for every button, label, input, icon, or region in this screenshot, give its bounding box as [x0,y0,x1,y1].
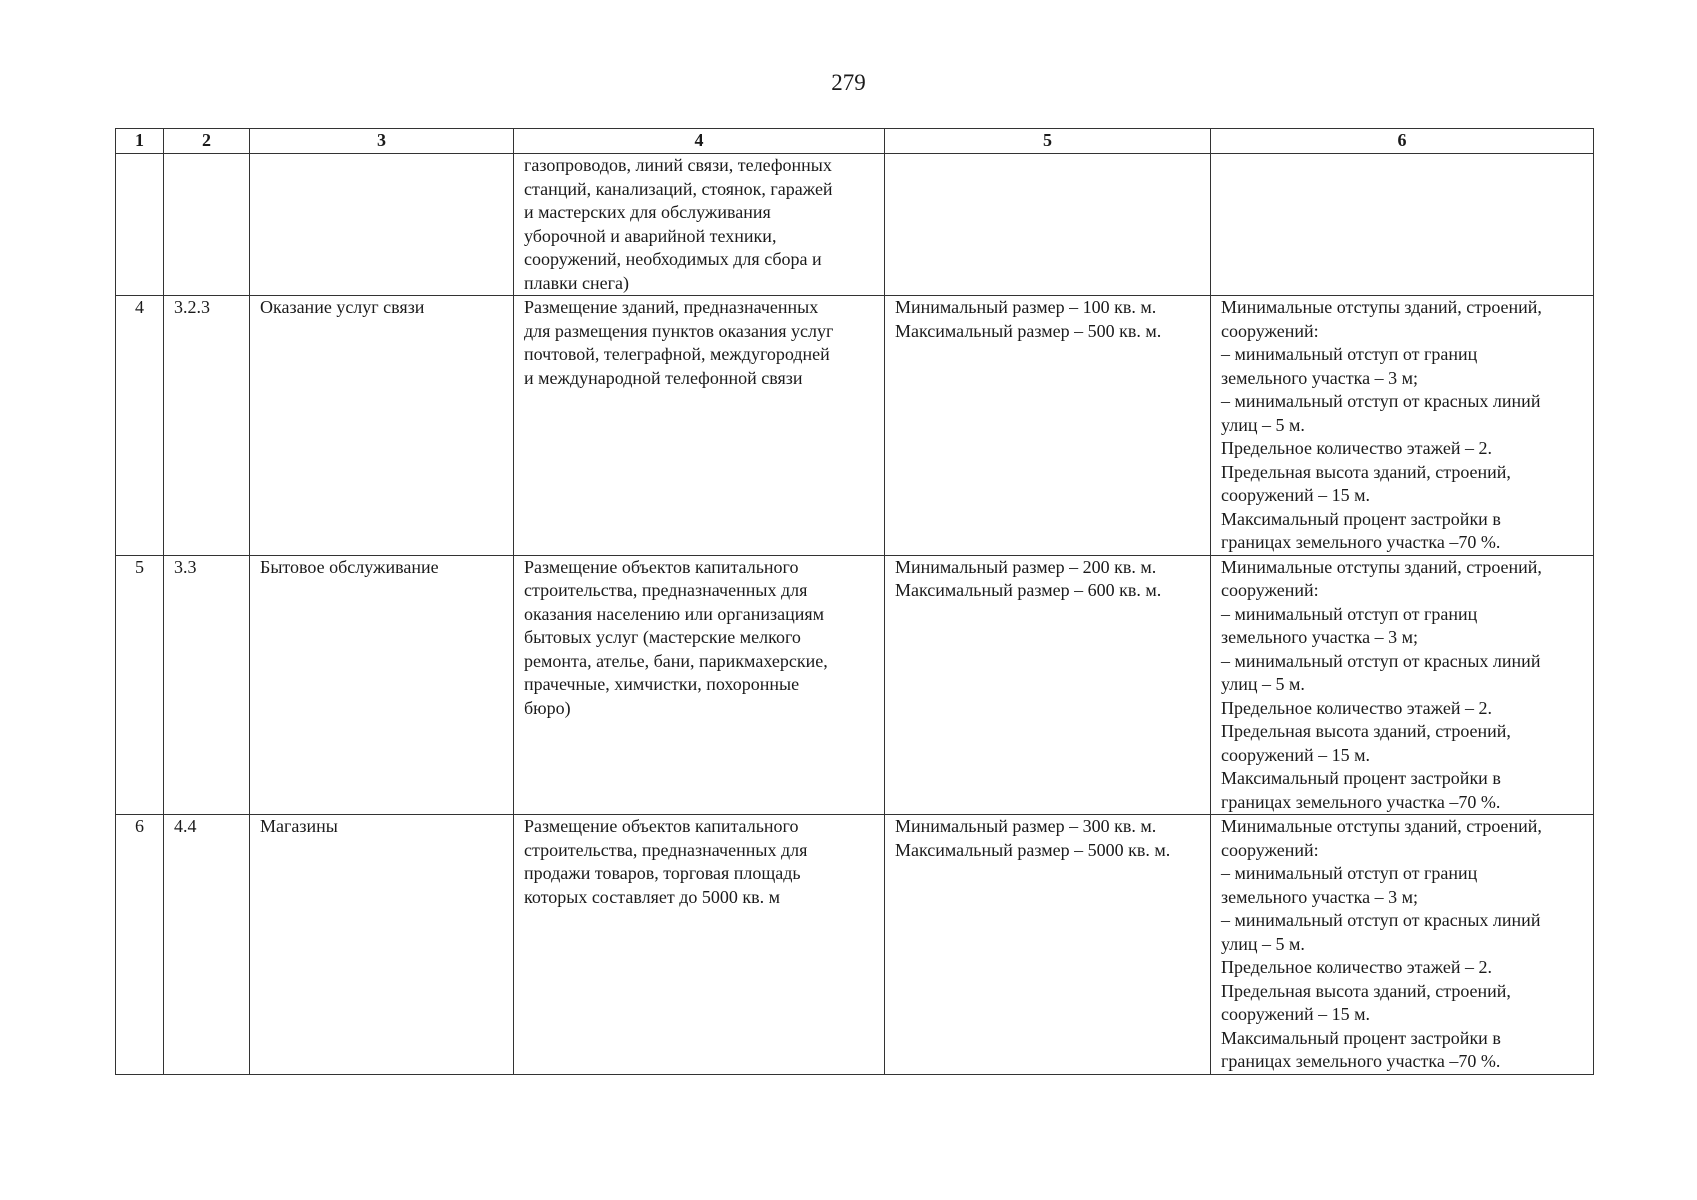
cell-name: Магазины [250,815,514,1075]
params-line: улиц – 5 м. [1221,674,1305,694]
description-line: для размещения пунктов оказания услуг [524,320,834,341]
description-line: уборочной и аварийной техники, [524,225,777,246]
params-line: сооружений: [1221,580,1319,600]
description-line: и мастерских для обслуживания [524,202,771,222]
params-line: Предельное количество этажей – 2. [1221,957,1492,977]
description-line: Размещение зданий, предназначенных [524,297,819,317]
params-line: сооружений – 15 м. [1221,485,1370,505]
params-line: Предельное количество этажей – 2. [1221,438,1492,458]
params-line: Предельное количество этажей – 2. [1221,697,1492,718]
description-line: сооружений, необходимых для сбора и [524,249,822,269]
cell-name [250,154,514,296]
params-line: сооружений – 15 м. [1221,744,1370,765]
column-header-5: 5 [885,129,1211,154]
cell-num: 5 [116,555,164,815]
params-line: земельного участка – 3 м; [1221,627,1418,647]
params-line: Минимальные отступы зданий, строений, [1221,556,1542,577]
description-line: строительства, предназначенных для [524,839,808,860]
description-line: почтовой, телеграфной, междугородней [524,344,830,364]
cell-num: 6 [116,815,164,1075]
description-line: ремонта, ателье, бани, парикмахерские, [524,650,828,671]
params-line: сооружений: [1221,839,1319,860]
zoning-table [115,128,1594,1075]
description-line: бюро) [524,697,571,718]
column-header-6: 6 [1211,129,1594,154]
description-line: прачечные, химчистки, похоронные [524,674,800,694]
description-line: бытовых услуг (мастерские мелкого [524,627,801,647]
size-line: Минимальный размер – 200 кв. м. [895,556,1157,577]
params-line: Минимальные отступы зданий, строений, [1221,297,1542,317]
column-header-3: 3 [250,129,514,154]
cell-size [885,555,1211,815]
cell-code: 3.2.3 [164,296,250,556]
params-line: – минимальный отступ от красных линий [1221,650,1541,671]
description-line: плавки снега) [524,272,629,293]
cell-description [514,154,885,296]
params-line: сооружений – 15 м. [1221,1004,1370,1024]
page-number: 279 [831,70,866,95]
params-line: – минимальный отступ от границ [1221,344,1478,364]
cell-description [514,815,885,1075]
description-line: газопроводов, линий связи, телефонных [524,155,832,175]
params-line: Предельная высота зданий, строений, [1221,461,1511,482]
params-line: земельного участка – 3 м; [1221,886,1418,907]
column-header-2: 2 [164,129,250,154]
header-row [116,129,1594,154]
table-row [116,555,1594,815]
params-line: – минимальный отступ от красных линий [1221,910,1541,930]
cell-num [116,154,164,296]
cell-params [1211,154,1594,296]
params-line: улиц – 5 м. [1221,933,1305,954]
cell-code: 3.3 [164,555,250,815]
params-line: Максимальный процент застройки в [1221,768,1501,788]
description-line: оказания населению или организациям [524,603,825,624]
params-line: границах земельного участка –70 %. [1221,1051,1501,1071]
table-row [116,296,1594,556]
cell-num: 4 [116,296,164,556]
table-row [116,815,1594,1075]
params-line: – минимальный отступ от границ [1221,863,1478,883]
params-line: Максимальный процент застройки в [1221,508,1501,529]
cell-description [514,296,885,556]
description-line: которых составляет до 5000 кв. м [524,886,780,907]
size-line: Максимальный размер – 500 кв. м. [895,320,1162,341]
column-header-4: 4 [514,129,885,154]
params-line: – минимальный отступ от красных линий [1221,391,1541,411]
description-line: станций, канализаций, стоянок, гаражей [524,178,833,199]
cell-size [885,296,1211,556]
params-line: Минимальные отступы зданий, строений, [1221,816,1542,836]
description-line: и международной телефонной связи [524,367,803,388]
column-header-1: 1 [116,129,164,154]
cell-params [1211,555,1594,815]
cell-description [514,555,885,815]
description-line: Размещение объектов капитального [524,816,799,836]
cell-params [1211,296,1594,556]
size-line: Минимальный размер – 300 кв. м. [895,816,1157,836]
size-line: Максимальный размер – 600 кв. м. [895,580,1162,600]
cell-code: 4.4 [164,815,250,1075]
table-row-continuation [116,154,1594,296]
cell-name: Оказание услуг связи [250,296,514,556]
cell-name: Бытовое обслуживание [250,555,514,815]
cell-size [885,154,1211,296]
params-line: границах земельного участка –70 %. [1221,532,1501,552]
size-line: Максимальный размер – 5000 кв. м. [895,839,1171,860]
cell-size [885,815,1211,1075]
params-line: улиц – 5 м. [1221,414,1305,435]
description-line: строительства, предназначенных для [524,580,808,600]
params-line: Максимальный процент застройки в [1221,1027,1501,1048]
params-line: земельного участка – 3 м; [1221,367,1418,388]
description-line: Размещение объектов капитального [524,556,799,577]
size-line: Минимальный размер – 100 кв. м. [895,297,1157,317]
params-line: Предельная высота зданий, строений, [1221,980,1511,1001]
params-line: Предельная высота зданий, строений, [1221,721,1511,741]
params-line: сооружений: [1221,320,1319,341]
cell-code [164,154,250,296]
params-line: – минимальный отступ от границ [1221,603,1478,624]
description-line: продажи товаров, торговая площадь [524,863,801,883]
params-line: границах земельного участка –70 %. [1221,791,1501,812]
cell-params [1211,815,1594,1075]
